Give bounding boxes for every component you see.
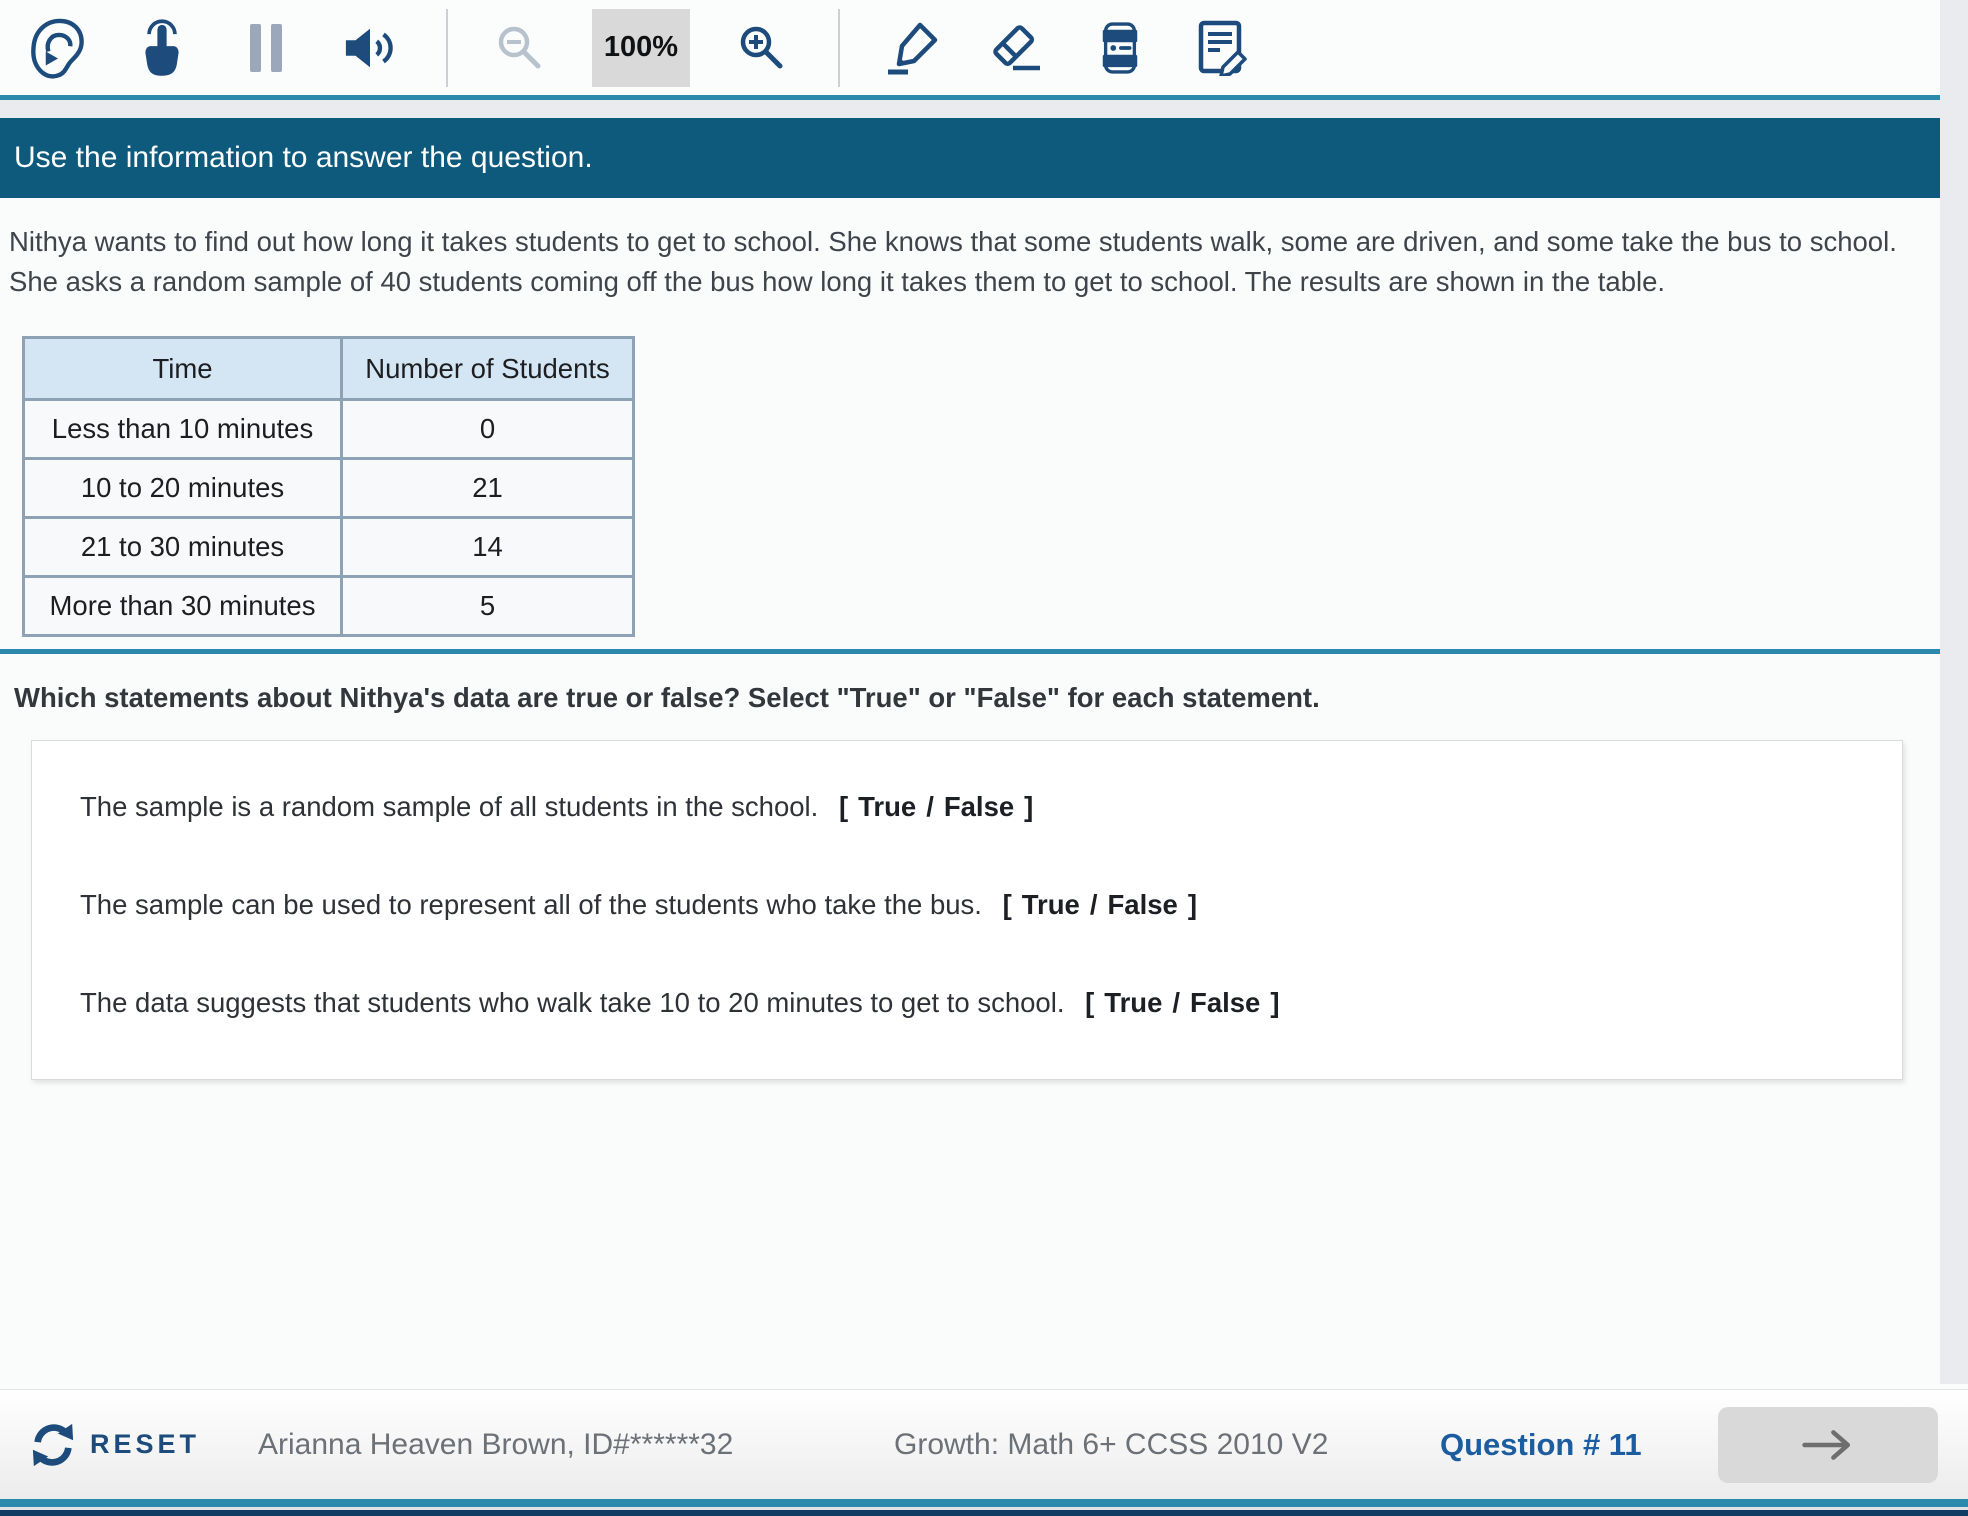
slash-separator: / [1172, 987, 1181, 1018]
true-false-selector [834, 791, 1038, 822]
results-table [22, 336, 635, 637]
zoom-in-icon [736, 22, 788, 74]
question-number: Question # 11 [1440, 1426, 1642, 1462]
time-cell: More than 30 minutes [24, 577, 342, 636]
toolbar-divider [446, 9, 448, 87]
table-row [24, 459, 634, 518]
statement-row [80, 791, 1882, 823]
table-header-row [24, 338, 634, 400]
eraser-icon [988, 22, 1044, 74]
question-text: Which statements about Nithya's data are true or false? Select "True" or "False" for each statement. [14, 682, 1320, 713]
test-name: Growth: Math 6+ CCSS 2010 V2 [894, 1427, 1329, 1461]
header-gap-band [0, 100, 1940, 118]
text-to-speech-button[interactable] [26, 13, 90, 83]
bracket-close: ] [1024, 791, 1034, 822]
column-header-students: Number of Students [342, 338, 634, 400]
slash-separator: / [1089, 889, 1098, 920]
next-question-button[interactable] [1718, 1407, 1938, 1483]
statements-panel [31, 740, 1903, 1080]
eraser-button[interactable] [984, 13, 1048, 83]
count-cell: 21 [342, 459, 634, 518]
prompt-title: Use the information to answer the question. [14, 141, 593, 174]
table-row [24, 400, 634, 459]
count-cell: 14 [342, 518, 634, 577]
toolbar-divider [838, 9, 840, 87]
speaker-icon [343, 25, 397, 71]
passage-text: Nithya wants to find out how long it takes students to get to school. She knows that some students walk, some are driven, and some take the bus to school. She asks a random sample of 40 students coming off the bus how long it takes them to get to school. The results are shown in the table. [9, 226, 1897, 297]
true-option[interactable]: True [858, 791, 917, 822]
true-option[interactable]: True [1104, 987, 1163, 1018]
table-row [24, 577, 634, 636]
bracket-open: [ [838, 791, 849, 822]
zoom-out-icon [494, 22, 546, 74]
highlighter-button[interactable] [880, 13, 944, 83]
pointer-tool-button[interactable] [130, 13, 194, 83]
highlighter-icon [884, 20, 940, 76]
statement-row [80, 987, 1882, 1019]
answer-eliminator-icon [1097, 20, 1143, 76]
reset-refresh-icon [30, 1422, 76, 1468]
bracket-open: [ [1002, 889, 1012, 920]
slash-separator: / [926, 791, 934, 822]
false-option[interactable]: False [1190, 987, 1261, 1018]
reset-button[interactable] [30, 1422, 200, 1468]
true-false-selector [998, 889, 1202, 920]
section-divider-line [0, 649, 1940, 654]
count-cell: 5 [342, 577, 634, 636]
pause-button[interactable] [234, 13, 298, 83]
statement-text: The data suggests that students who walk take 10 to 20 minutes to get to school. [80, 987, 1065, 1018]
volume-button[interactable] [338, 13, 402, 83]
pause-icon [246, 22, 286, 74]
bracket-close: ] [1270, 987, 1280, 1018]
notepad-icon [1196, 20, 1252, 76]
bottom-navy-stripe [0, 1510, 1968, 1516]
prompt-bar [0, 118, 1940, 198]
zoom-level-indicator: 100% [592, 9, 690, 87]
accessibility-toolbar [0, 0, 1940, 95]
right-arrow-icon [1798, 1427, 1858, 1463]
notepad-button[interactable] [1192, 13, 1256, 83]
footer-bar [0, 1389, 1968, 1499]
time-cell: 21 to 30 minutes [24, 518, 342, 577]
zoom-in-button[interactable] [730, 13, 794, 83]
time-cell: 10 to 20 minutes [24, 459, 342, 518]
vertical-scrollbar[interactable] [1940, 0, 1968, 1384]
statement-row [80, 889, 1882, 921]
false-option[interactable]: False [1107, 889, 1178, 920]
column-header-time: Time [24, 338, 342, 400]
ear-icon [30, 16, 86, 80]
student-info: Arianna Heaven Brown, ID#******32 [258, 1427, 734, 1461]
zoom-out-button[interactable] [488, 13, 552, 83]
false-option[interactable]: False [943, 791, 1015, 822]
true-option[interactable]: True [1021, 889, 1080, 920]
bracket-close: ] [1187, 889, 1197, 920]
answer-eliminator-button[interactable] [1088, 13, 1152, 83]
statement-text: The sample is a random sample of all students in the school. [80, 791, 819, 822]
bracket-open: [ [1085, 987, 1095, 1018]
count-cell: 0 [342, 400, 634, 459]
tap-hand-icon [138, 17, 186, 79]
time-cell: Less than 10 minutes [24, 400, 342, 459]
reset-label: RESET [90, 1429, 201, 1459]
bottom-teal-stripe [0, 1499, 1968, 1507]
statement-text: The sample can be used to represent all of the students who take the bus. [80, 889, 982, 920]
true-false-selector [1080, 987, 1284, 1018]
table-row [24, 518, 634, 577]
